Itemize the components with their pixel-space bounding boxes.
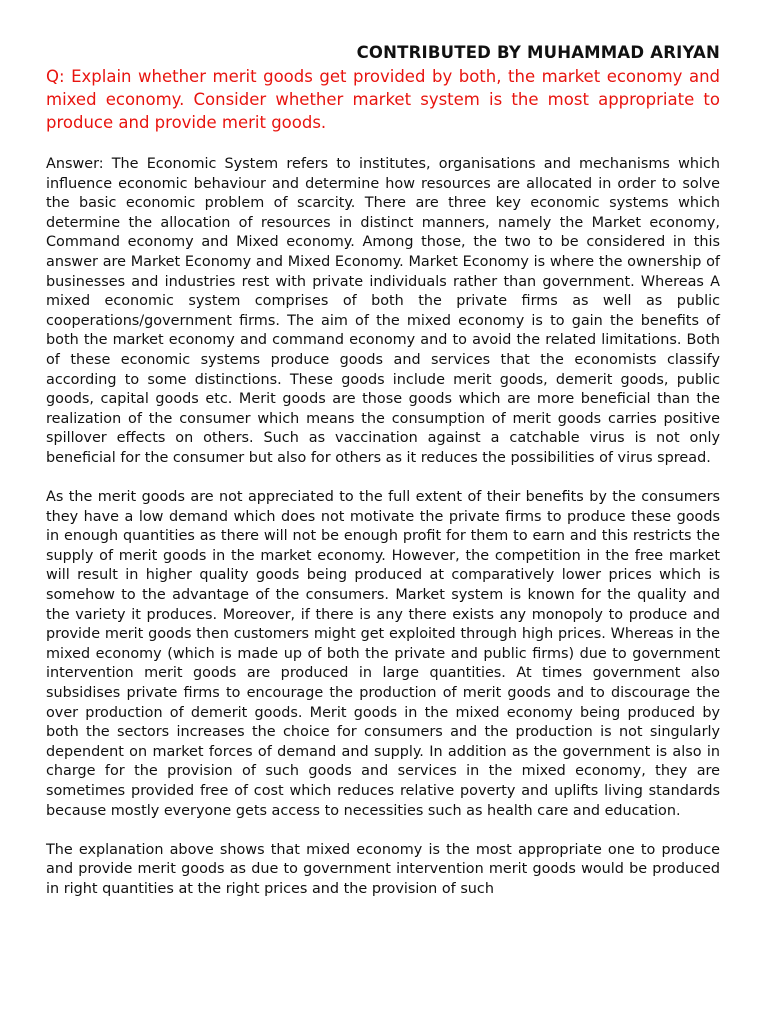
answer-paragraph-3: The explanation above shows that mixed economy is the most appropriate one to produce and provide merit goods as due to government intervention merit goods would be produced in right quantities at the right prices and the provision of such <box>46 841 720 897</box>
answer-paragraph-2: As the merit goods are not appreciated to the full extent of their benefits by the consumers they have a low demand which does not motivate the private firms to produce these goods in enough quantities as there will not be enough profit for them to earn and this restricts the supply of merit goods in the market economy. However, the competition in the free market will result in higher quality goods being produced at comparatively lower prices which is somehow to the advantage of the consumers. Market system is known for the quality and the variety it produces. Moreover, if there is any there exists any monopoly to produce and provide merit goods then customers might get exploited through high prices. Whereas in the mixed economy (which is made up of both the private and public firms) due to government intervention merit goods are produced in large quantities. At times government also subsidises private firms to encourage the production of merit goods and to discourage the over production of demerit goods. Merit goods in the mixed economy being produced by both the sectors increases the choice for consumers and the production is not singularly dependent on market forces of demand and supply. In addition as the government is also in charge for the provision of such goods and services in the mixed economy, they are sometimes provided free of cost which reduces relative poverty and uplifts living standards because mostly everyone gets access to necessities such as health care and education. <box>46 489 720 819</box>
document-page <box>46 42 720 900</box>
question-text: Q: Explain whether merit goods get provided by both, the market economy and mixed economy. Consider whether market system is the most appropriate to produce and provide merit goods. <box>46 67 720 132</box>
contributor-heading: CONTRIBUTED BY MUHAMMAD ARIYAN <box>356 43 720 62</box>
answer-paragraph-1: Answer: The Economic System refers to institutes, organisations and mechanisms which influence economic behaviour and determine how resources are allocated in order to solve the basic economic problem of scarcity. There are three key economic systems which determine the allocation of resources in distinct manners, namely the Market economy, Command economy and Mixed economy. Among those, the two to be considered in this answer are Market Economy and Mixed Economy. Market Economy is where the ownership of businesses and industries rest with private individuals rather than government. Whereas A mixed economic system comprises of both the private firms as well as public cooperations/government firms. The aim of the mixed economy is to gain the benefits of both the market economy and command economy and to avoid the related limitations. Both of these economic systems produce goods and services that the economists classify according to some distinctions. These goods include merit goods, demerit goods, public goods, capital goods etc. Merit goods are those goods which are more beneficial than the realization of the consumer which means the consumption of merit goods carries positive spillover effects on others. Such as vaccination against a catchable virus is not only beneficial for the consumer but also for others as it reduces the possibilities of virus spread. <box>46 156 720 466</box>
